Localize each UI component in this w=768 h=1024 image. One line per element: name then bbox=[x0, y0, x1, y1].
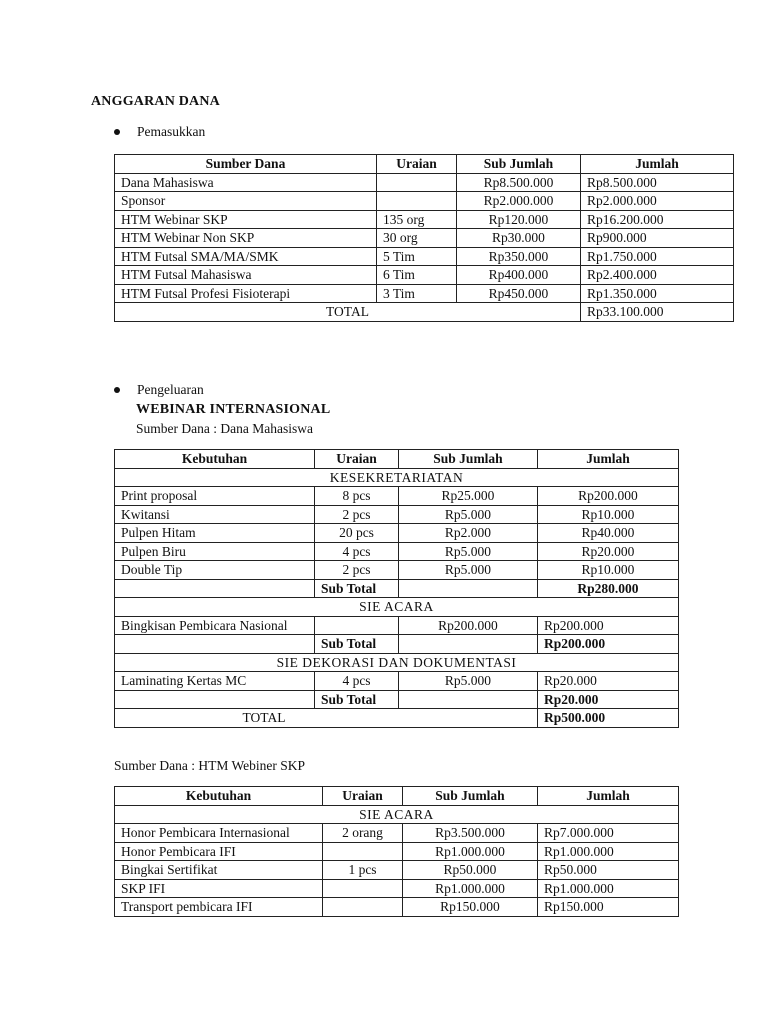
subtotal-row bbox=[115, 579, 679, 598]
cell-amount: Rp150.000 bbox=[538, 898, 679, 917]
col-header-amount: Jumlah bbox=[538, 787, 679, 806]
subtotal-value: Rp200.000 bbox=[538, 635, 679, 654]
cell-description: 6 Tim bbox=[377, 266, 457, 285]
table-row bbox=[115, 266, 734, 285]
event-title: WEBINAR INTERNASIONAL bbox=[136, 402, 331, 417]
cell-subtotal: Rp1.000.000 bbox=[403, 842, 538, 861]
cell-amount: Rp20.000 bbox=[538, 542, 679, 561]
subtotal-value: Rp280.000 bbox=[538, 579, 679, 598]
cell-amount: Rp2.000.000 bbox=[581, 192, 734, 211]
cell-subtotal: Rp2.000 bbox=[399, 524, 538, 543]
cell-subtotal: Rp50.000 bbox=[403, 861, 538, 880]
table-row bbox=[115, 524, 679, 543]
expense-table-1 bbox=[114, 449, 679, 728]
table-row bbox=[115, 210, 734, 229]
cell-amount: Rp200.000 bbox=[538, 616, 679, 635]
cell-description: 4 pcs bbox=[315, 672, 399, 691]
section-title: KESEKRETARIATAN bbox=[115, 468, 679, 487]
table-header-row bbox=[115, 450, 679, 469]
table-row bbox=[115, 842, 679, 861]
col-header-subtotal: Sub Jumlah bbox=[403, 787, 538, 806]
cell-description bbox=[377, 173, 457, 192]
section-title: SIE DEKORASI DAN DOKUMENTASI bbox=[115, 653, 679, 672]
cell-description: 4 pcs bbox=[315, 542, 399, 561]
cell-amount: Rp1.350.000 bbox=[581, 284, 734, 303]
table-row bbox=[115, 861, 679, 880]
table-header-row bbox=[115, 155, 734, 174]
cell-subtotal: Rp400.000 bbox=[457, 266, 581, 285]
subtotal-row bbox=[115, 690, 679, 709]
cell-amount: Rp1.750.000 bbox=[581, 247, 734, 266]
col-header-subtotal: Sub Jumlah bbox=[457, 155, 581, 174]
cell-description: 135 org bbox=[377, 210, 457, 229]
cell-amount: Rp900.000 bbox=[581, 229, 734, 248]
cell-subtotal: Rp5.000 bbox=[399, 672, 538, 691]
cell-item: HTM Webinar Non SKP bbox=[115, 229, 377, 248]
income-bullet bbox=[114, 124, 205, 140]
col-header-need: Kebutuhan bbox=[115, 787, 323, 806]
section-title: SIE ACARA bbox=[115, 805, 679, 824]
total-label: TOTAL bbox=[115, 709, 538, 728]
cell-description bbox=[323, 879, 403, 898]
expense-bullet-label: Pengeluaran bbox=[137, 382, 204, 397]
cell-item: Honor Pembicara Internasional bbox=[115, 824, 323, 843]
cell-subtotal: Rp150.000 bbox=[403, 898, 538, 917]
section-row bbox=[115, 805, 679, 824]
total-value: Rp33.100.000 bbox=[581, 303, 734, 322]
col-header-subtotal: Sub Jumlah bbox=[399, 450, 538, 469]
section-title: SIE ACARA bbox=[115, 598, 679, 617]
subtotal-label: Sub Total bbox=[315, 635, 399, 654]
cell-subtotal: Rp5.000 bbox=[399, 561, 538, 580]
expense-table-2 bbox=[114, 786, 679, 917]
bullet-dot bbox=[114, 129, 120, 135]
cell-subtotal: Rp1.000.000 bbox=[403, 879, 538, 898]
cell-description bbox=[315, 616, 399, 635]
cell-item: HTM Futsal Profesi Fisioterapi bbox=[115, 284, 377, 303]
cell-subtotal: Rp8.500.000 bbox=[457, 173, 581, 192]
cell-amount: Rp16.200.000 bbox=[581, 210, 734, 229]
table-row bbox=[115, 616, 679, 635]
cell-amount: Rp1.000.000 bbox=[538, 879, 679, 898]
section-row bbox=[115, 468, 679, 487]
cell-amount: Rp200.000 bbox=[538, 487, 679, 506]
cell-description bbox=[323, 842, 403, 861]
cell-description: 5 Tim bbox=[377, 247, 457, 266]
cell-description: 20 pcs bbox=[315, 524, 399, 543]
empty-cell bbox=[115, 635, 315, 654]
cell-subtotal: Rp2.000.000 bbox=[457, 192, 581, 211]
cell-item: Bingkisan Pembicara Nasional bbox=[115, 616, 315, 635]
subtotal-value: Rp20.000 bbox=[538, 690, 679, 709]
col-header-description: Uraian bbox=[315, 450, 399, 469]
cell-amount: Rp1.000.000 bbox=[538, 842, 679, 861]
cell-subtotal: Rp200.000 bbox=[399, 616, 538, 635]
table-row bbox=[115, 229, 734, 248]
income-total-row bbox=[115, 303, 734, 322]
table-row bbox=[115, 505, 679, 524]
cell-item: Double Tip bbox=[115, 561, 315, 580]
cell-description: 1 pcs bbox=[323, 861, 403, 880]
cell-subtotal: Rp3.500.000 bbox=[403, 824, 538, 843]
subtotal-label: Sub Total bbox=[315, 579, 399, 598]
cell-subtotal: Rp120.000 bbox=[457, 210, 581, 229]
table-row bbox=[115, 879, 679, 898]
expense-bullet bbox=[114, 382, 204, 398]
cell-amount: Rp8.500.000 bbox=[581, 173, 734, 192]
cell-description: 2 pcs bbox=[315, 505, 399, 524]
col-header-need: Kebutuhan bbox=[115, 450, 315, 469]
cell-item: Transport pembicara IFI bbox=[115, 898, 323, 917]
table-row bbox=[115, 284, 734, 303]
cell-item: Laminating Kertas MC bbox=[115, 672, 315, 691]
cell-amount: Rp7.000.000 bbox=[538, 824, 679, 843]
table-row bbox=[115, 824, 679, 843]
cell-description bbox=[377, 192, 457, 211]
subtotal-row bbox=[115, 635, 679, 654]
table-row bbox=[115, 192, 734, 211]
cell-amount: Rp10.000 bbox=[538, 505, 679, 524]
cell-description: 8 pcs bbox=[315, 487, 399, 506]
cell-amount: Rp20.000 bbox=[538, 672, 679, 691]
cell-subtotal: Rp350.000 bbox=[457, 247, 581, 266]
col-header-source: Sumber Dana bbox=[115, 155, 377, 174]
cell-description: 2 orang bbox=[323, 824, 403, 843]
cell-item: Pulpen Biru bbox=[115, 542, 315, 561]
cell-amount: Rp2.400.000 bbox=[581, 266, 734, 285]
cell-item: HTM Futsal Mahasiswa bbox=[115, 266, 377, 285]
subtotal-label: Sub Total bbox=[315, 690, 399, 709]
cell-description bbox=[323, 898, 403, 917]
table-row bbox=[115, 487, 679, 506]
total-value: Rp500.000 bbox=[538, 709, 679, 728]
cell-description: 2 pcs bbox=[315, 561, 399, 580]
table-header-row bbox=[115, 787, 679, 806]
funding-source-1: Sumber Dana : Dana Mahasiswa bbox=[136, 421, 313, 436]
col-header-description: Uraian bbox=[323, 787, 403, 806]
cell-amount: Rp10.000 bbox=[538, 561, 679, 580]
cell-item: Pulpen Hitam bbox=[115, 524, 315, 543]
table-row bbox=[115, 542, 679, 561]
section-row bbox=[115, 653, 679, 672]
bullet-dot bbox=[114, 387, 120, 393]
table-row bbox=[115, 672, 679, 691]
col-header-amount: Jumlah bbox=[538, 450, 679, 469]
total-label: TOTAL bbox=[115, 303, 581, 322]
cell-subtotal: Rp25.000 bbox=[399, 487, 538, 506]
empty-cell bbox=[399, 690, 538, 709]
cell-description: 30 org bbox=[377, 229, 457, 248]
cell-item: Sponsor bbox=[115, 192, 377, 211]
empty-cell bbox=[115, 690, 315, 709]
empty-cell bbox=[399, 579, 538, 598]
funding-source-2: Sumber Dana : HTM Webiner SKP bbox=[114, 758, 306, 773]
cell-amount: Rp50.000 bbox=[538, 861, 679, 880]
cell-item: Bingkai Sertifikat bbox=[115, 861, 323, 880]
page-title: ANGGARAN DANA bbox=[91, 94, 220, 109]
table-row bbox=[115, 898, 679, 917]
cell-item: Honor Pembicara IFI bbox=[115, 842, 323, 861]
cell-item: SKP IFI bbox=[115, 879, 323, 898]
cell-item: Kwitansi bbox=[115, 505, 315, 524]
income-table bbox=[114, 154, 734, 322]
cell-subtotal: Rp30.000 bbox=[457, 229, 581, 248]
cell-item: HTM Webinar SKP bbox=[115, 210, 377, 229]
table-row bbox=[115, 173, 734, 192]
cell-item: Print proposal bbox=[115, 487, 315, 506]
col-header-amount: Jumlah bbox=[581, 155, 734, 174]
cell-description: 3 Tim bbox=[377, 284, 457, 303]
cell-item: HTM Futsal SMA/MA/SMK bbox=[115, 247, 377, 266]
cell-subtotal: Rp5.000 bbox=[399, 505, 538, 524]
empty-cell bbox=[115, 579, 315, 598]
section-row bbox=[115, 598, 679, 617]
cell-subtotal: Rp450.000 bbox=[457, 284, 581, 303]
cell-item: Dana Mahasiswa bbox=[115, 173, 377, 192]
total-row bbox=[115, 709, 679, 728]
table-row bbox=[115, 247, 734, 266]
col-header-description: Uraian bbox=[377, 155, 457, 174]
cell-amount: Rp40.000 bbox=[538, 524, 679, 543]
cell-subtotal: Rp5.000 bbox=[399, 542, 538, 561]
table-row bbox=[115, 561, 679, 580]
empty-cell bbox=[399, 635, 538, 654]
income-bullet-label: Pemasukkan bbox=[137, 124, 206, 139]
